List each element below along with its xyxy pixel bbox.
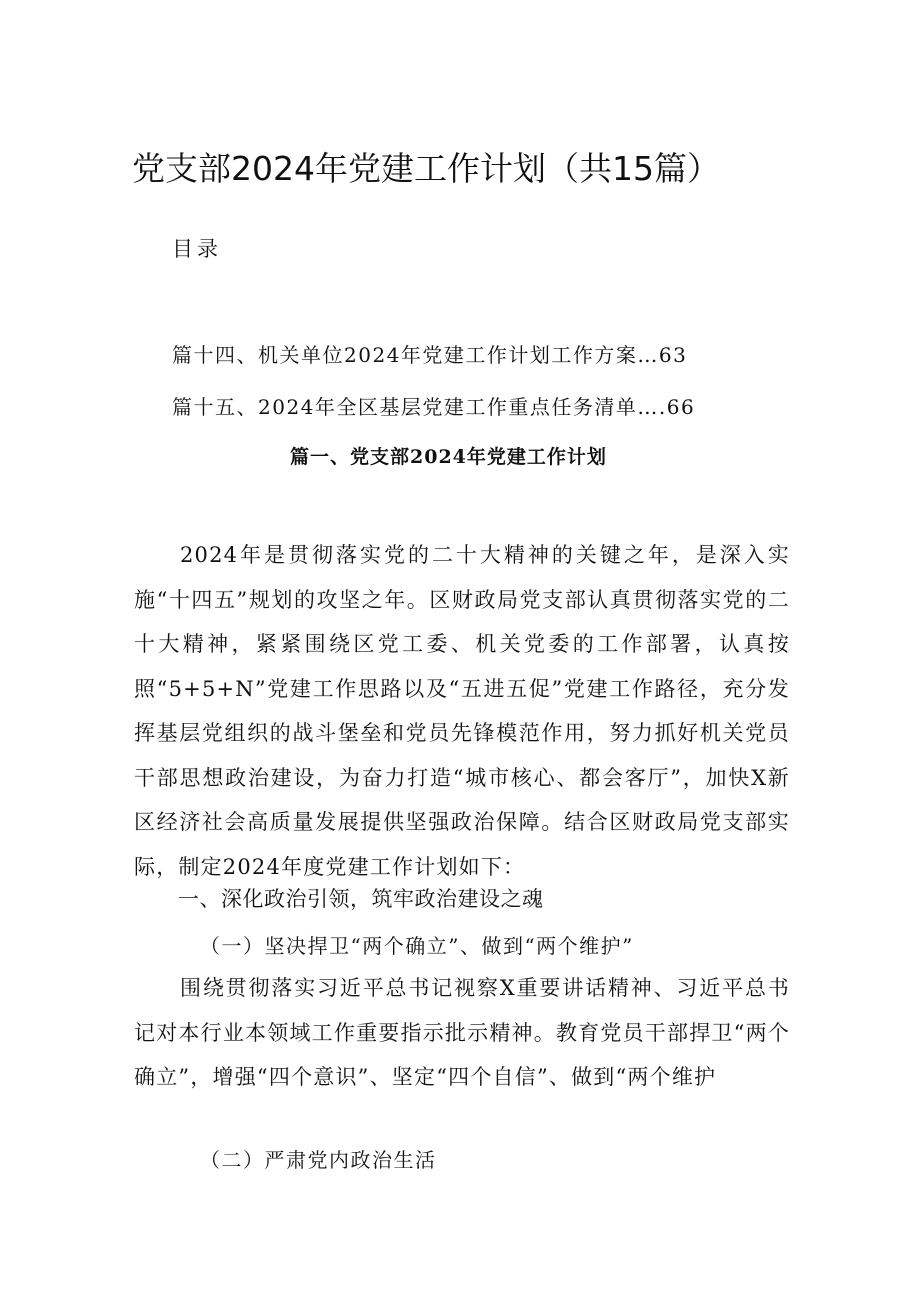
heading-level-1: 一、深化政治引领，筑牢政治建设之魂 — [178, 887, 544, 911]
intro-paragraph: 2024年是贯彻落实党的二十大精神的关键之年，是深入实施“十四五”规划的攻坚之年。区财政局党支部认真贯彻落实党的二十大精神，紧紧围绕区党工委、机关党委的工作部署，认真按照“5+5+N”党建工作思路以及“五进五促”党建工作路径，充分发挥基层党组织的战斗堡垒和党员先锋模范作用，努力抓好机关党员干部思想政治建设，为奋力打造“城市核心、都会客厅”，加快X新区经济社会高质量发展提供坚强政治保障。结合区财政局党支部实际，制定2024年度党建工作计划如下： — [134, 543, 790, 879]
heading-level-2-second: （二）严肃党内政治生活 — [200, 1148, 437, 1172]
paragraph-two-establishments: 围绕贯彻落实习近平总书记视察X重要讲话精神、习近平总书记对本行业本领域工作重要指示批示精神。教育党员干部捍卫“两个确立”，增强“四个意识”、坚定“四个自信”、做到“两个维护 — [134, 976, 790, 1089]
heading-level-2-first: （一）坚决捍卫“两个确立”、做到“两个维护” — [200, 934, 634, 958]
section-title: 篇一、党支部2024年党建工作计划 — [290, 446, 607, 468]
document-title: 党支部2024年党建工作计划（共15篇） — [132, 149, 720, 188]
toc-entry-15[interactable]: 篇十五、2024年全区基层党建工作重点任务清单….66 — [172, 395, 696, 419]
toc-heading: 目录 — [172, 237, 222, 261]
toc-entry-14[interactable]: 篇十四、机关单位2024年党建工作计划工作方案…63 — [172, 343, 688, 367]
